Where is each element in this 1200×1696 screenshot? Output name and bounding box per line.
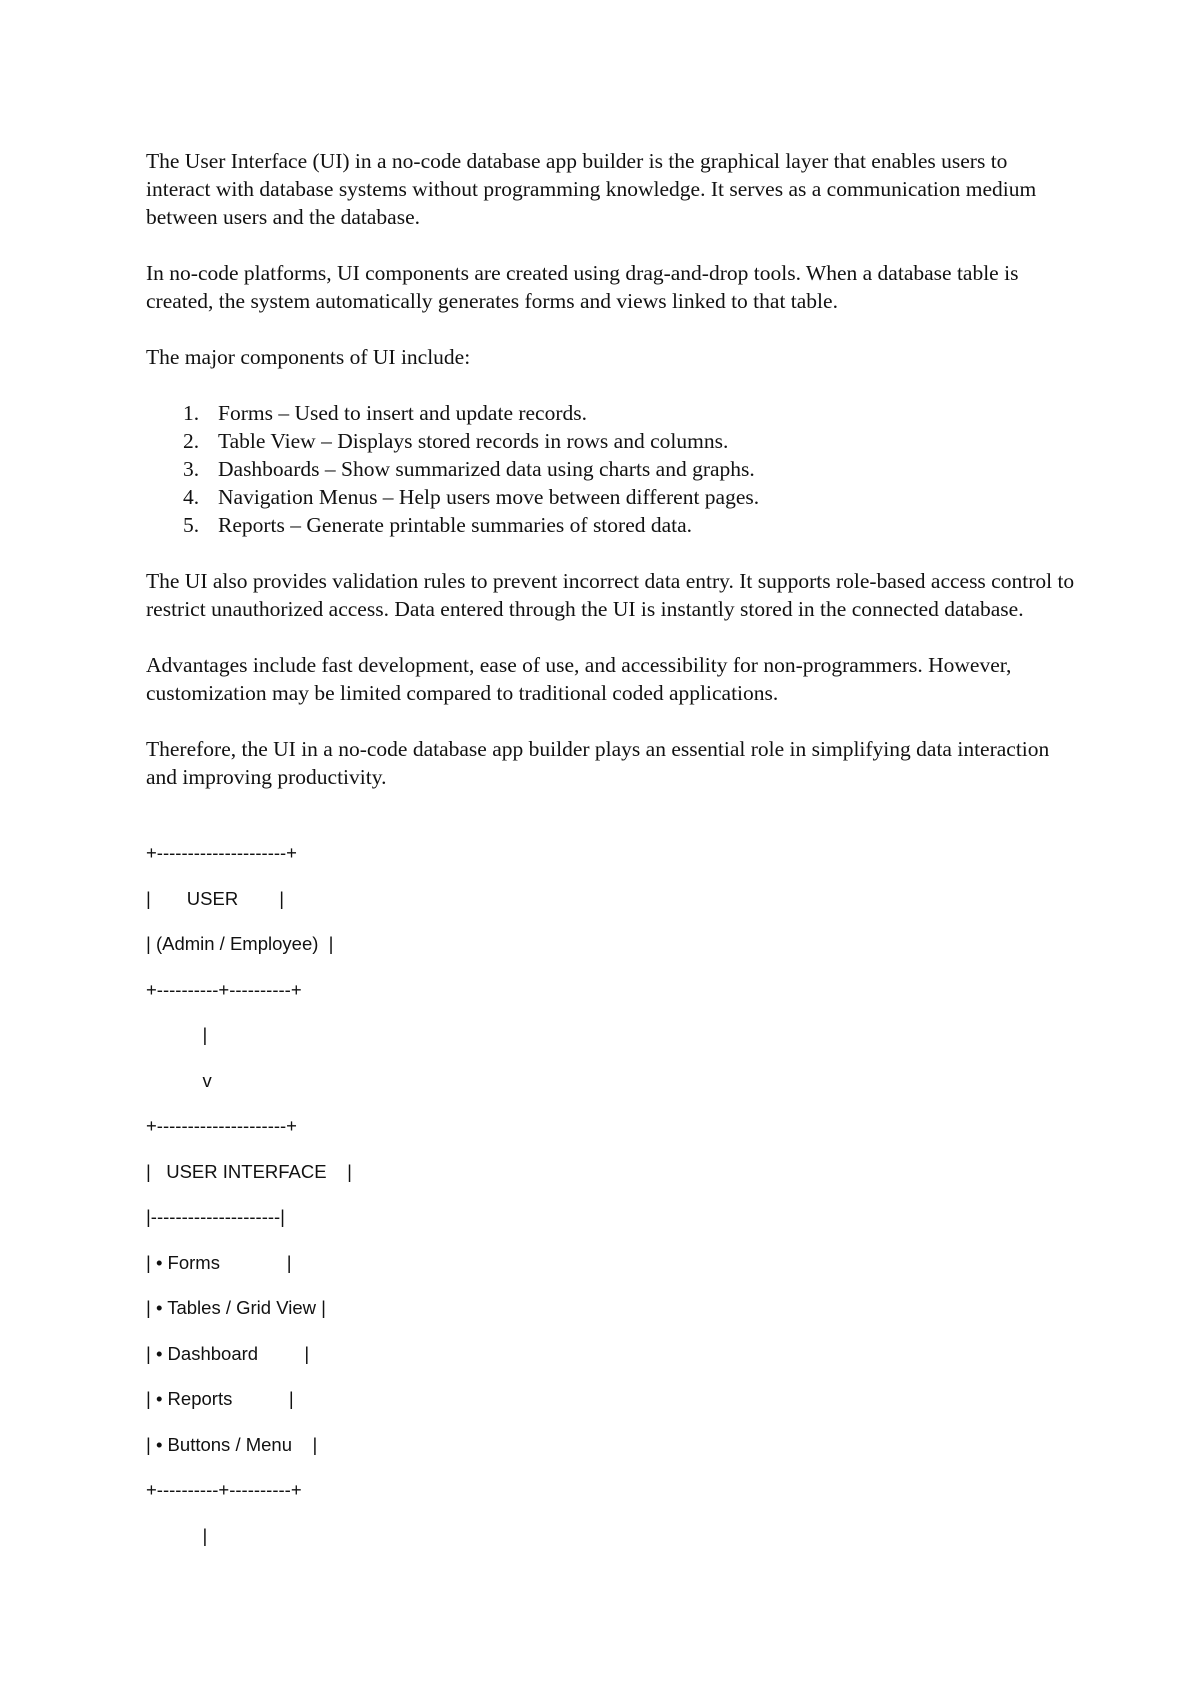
document-body — [146, 147, 1076, 819]
list-number: 4. — [183, 485, 200, 509]
diagram-line: | • Tables / Grid View | — [146, 1297, 326, 1318]
diagram-line: | USER | — [146, 887, 285, 909]
list-number: 3. — [183, 457, 200, 481]
diagram-line: | • Forms | — [146, 1251, 292, 1273]
diagram-line: | • Dashboard | — [146, 1342, 310, 1364]
no-code-paragraph: In no-code platforms, UI components are created using drag-and-drop tools. When a database table is created, the system automatically generates forms and views linked to that table. — [146, 261, 1019, 313]
list-text: Table View – Displays stored records in rows and columns. — [218, 429, 729, 453]
ascii-diagram — [146, 842, 746, 1570]
list-text: Forms – Used to insert and update records. — [218, 401, 588, 425]
diagram-line: | (Admin / Employee) | — [146, 933, 334, 954]
list-number: 5. — [183, 513, 200, 537]
diagram-line: +----------+----------+ — [146, 1479, 302, 1500]
list-item — [146, 483, 1076, 511]
diagram-line: |---------------------| — [146, 1206, 285, 1227]
diagram-line: +----------+----------+ — [146, 978, 302, 1000]
diagram-line: v — [146, 1069, 212, 1091]
list-number: 2. — [183, 429, 200, 453]
list-item — [146, 455, 1076, 483]
diagram-line: +---------------------+ — [146, 1115, 297, 1136]
diagram-line: | • Reports | — [146, 1388, 294, 1409]
list-item — [146, 399, 1076, 427]
list-text: Navigation Menus – Help users move between different pages. — [218, 485, 760, 509]
advantages-paragraph: Advantages include fast development, ease of use, and accessibility for non-programmers. However, customization may be limited compared to traditional coded applications. — [146, 653, 1012, 705]
validation-paragraph: The UI also provides validation rules to prevent incorrect data entry. It supports role-based access control to restrict unauthorized access. Data entered through the UI is instantly stored in the connected database. — [146, 569, 1075, 621]
list-number: 1. — [183, 401, 200, 425]
diagram-line: | — [146, 1524, 208, 1546]
diagram-line: +---------------------+ — [146, 842, 297, 863]
list-item — [146, 511, 1076, 539]
diagram-line: | • Buttons / Menu | — [146, 1433, 318, 1455]
conclusion-paragraph: Therefore, the UI in a no-code database app builder plays an essential role in simplifying data interaction and improving productivity. — [146, 737, 1050, 789]
list-text: Reports – Generate printable summaries of stored data. — [218, 513, 693, 537]
diagram-line: | USER INTERFACE | — [146, 1160, 352, 1182]
list-item — [146, 427, 1076, 455]
list-text: Dashboards – Show summarized data using charts and graphs. — [218, 457, 755, 481]
components-list — [146, 399, 1076, 539]
diagram-line: | — [146, 1024, 208, 1045]
components-heading: The major components of UI include: — [146, 345, 471, 369]
intro-paragraph: The User Interface (UI) in a no-code database app builder is the graphical layer that enables users to interact with database systems without programming knowledge. It serves as a communication medium between users and the database. — [146, 149, 1037, 229]
